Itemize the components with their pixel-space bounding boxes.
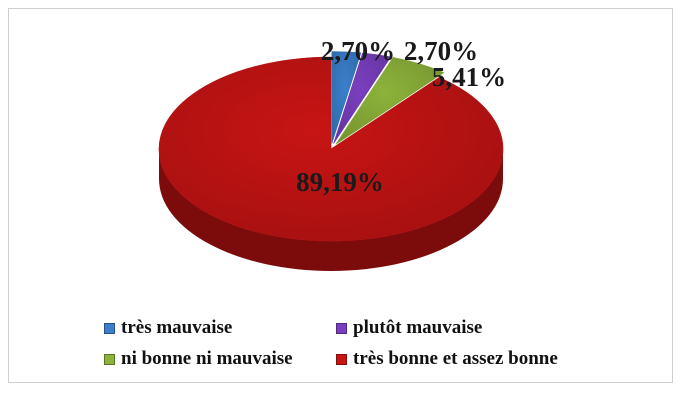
legend-swatch-tres-bonne xyxy=(336,354,347,365)
legend-item-tres-bonne xyxy=(336,348,558,370)
chart-frame xyxy=(8,8,673,383)
legend-item-tres-mauvaise xyxy=(104,317,232,339)
legend-label-tres-bonne: très bonne et assez bonne xyxy=(353,348,558,369)
pie-label-3: 89,19% xyxy=(296,167,384,197)
legend-label-ni-bonne-ni-mauvaise: ni bonne ni mauvaise xyxy=(121,348,293,369)
legend-item-ni-bonne-ni-mauvaise xyxy=(104,348,293,370)
legend-swatch-plutot-mauvaise xyxy=(336,323,347,334)
pie-label-0: 2,70% xyxy=(320,36,396,66)
legend-label-tres-mauvaise: très mauvaise xyxy=(121,317,233,338)
legend-swatch-ni-bonne-ni-mauvaise xyxy=(104,354,115,365)
pie-label-2: 5,41% xyxy=(431,62,507,92)
legend-item-plutot-mauvaise xyxy=(336,317,482,339)
legend-swatch-tres-mauvaise xyxy=(104,323,115,334)
legend-label-plutot-mauvaise: plutôt mauvaise xyxy=(353,317,483,338)
pie-label-1: 2,70% xyxy=(403,36,479,66)
